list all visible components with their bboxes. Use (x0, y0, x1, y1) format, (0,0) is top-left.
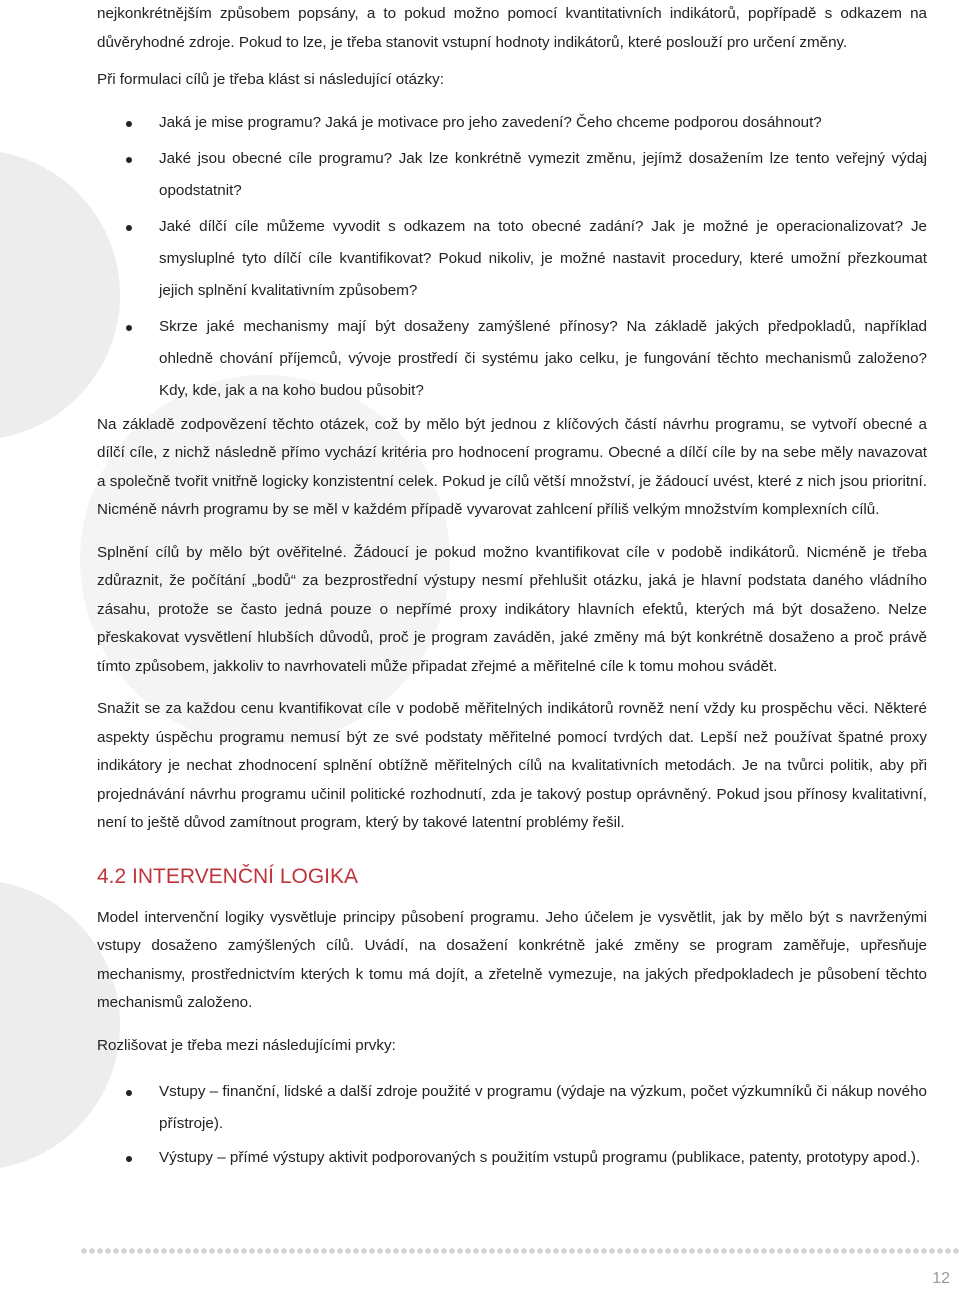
list-item: Jaké dílčí cíle můžeme vyvodit s odkazem na toto obecné zadání? Jak je možné je operacionalizovat? Je smysluplné tyto dílčí cíle kvantifikovat? Pokud nikoliv, je možné nastavit procedury, které umožní přezkoumat jejich splnění kvalitativním způsobem? (97, 211, 927, 307)
bullet-icon (126, 325, 132, 331)
list-item: Výstupy – přímé výstupy aktivit podporovaných s použitím vstupů programu (publikace, patenty, prototypy apod.). (97, 1142, 927, 1174)
questions-intro: Při formulaci cílů je třeba klást si následující otázky: (97, 71, 444, 88)
bullet-icon (126, 1156, 132, 1162)
page-number: 12 (932, 1270, 950, 1287)
bullet-icon (126, 1090, 132, 1096)
bullet-icon (126, 121, 132, 127)
list-item: Jaká je mise programu? Jaká je motivace pro jeho zavedení? Čeho chceme podporou dosáhnout? (97, 107, 927, 139)
list-item: Vstupy – finanční, lidské a další zdroje použité v programu (výdaje na výzkum, počet výzkumníků či nákup nového přístroje). (97, 1076, 927, 1140)
questions-list (97, 107, 927, 407)
body-paragraph: Snažit se za každou cenu kvantifikovat cíle v podobě měřitelných indikátorů rovněž není vždy ku prospěchu věci. Některé aspekty úspěchu programu nemusí být ze své podstaty měřitelné pomocí tvrdých dat. Lepší než používat špatné proxy indikátory je nechat zhodnocení splnění obtížně měřitelných cílů na kvalitativních metodách. Je na tvůrci politik, aby při projednávání návrhu programu učinil politické rozhodnutí, zda je takový postup oprávněný. Pokud jsou přínosy kvalitativní, není to ještě důvod zamítnout program, který by takové latentní problémy řešil. (97, 700, 927, 831)
page-content (97, 0, 927, 1176)
section-heading: 4.2 INTERVENČNÍ LOGIKA (97, 864, 359, 888)
body-paragraph: Na základě zodpovězení těchto otázek, což by mělo být jednou z klíčových částí návrhu programu, se vytvoří obecné a dílčí cíle, z nichž následně přímo vychází kritéria pro hodnocení programu. Obecné a dílčí cíle by na sebe měly navazovat a společně tvořit vnitřně logicky konzistentní celek. Pokud je cílů větší množství, je žádoucí uvést, které z nich jsou prioritní. Nicméně návrh programu by se měl v každém případě vyvarovat zahlcení příliš velkým množstvím komplexních cílů. (97, 415, 927, 518)
section-paragraph: Model intervenční logiky vysvětluje principy působení programu. Jeho účelem je vysvětlit, jak by mělo být s navrženými vstupy dosaženo zamýšlených cílů. Uvádí, na dosažení konkrétně jaké změny se program zaměřuje, upřesňuje mechanismy, prostřednictvím kterých k tomu má dojít, a zřetelně vymezuje, na jakých předpokladech je působení těchto mechanismů založeno. (97, 908, 927, 1011)
elements-list (97, 1076, 927, 1174)
body-paragraph: Splnění cílů by mělo být ověřitelné. Žádoucí je pokud možno kvantifikovat cíle v podobě indikátorů. Nicméně je třeba zdůraznit, že počítání „bodů“ za bezprostřední výstupy nesmí přehlušit otázku, jaká je hlavní podstata daného vládního zásahu, protože se často jedná pouze o nepřímé proxy indikátory hlavních efektů, kterých má být dosaženo. Nelze přeskakovat vysvětlení hlubších důvodů, proč je program zaváděn, jaké změny má být konkrétně dosaženo a proč právě tímto způsobem, jakkoliv to navrhovateli může připadat zřejmé a měřitelné cíle k tomu mohou svádět. (97, 543, 927, 675)
bullet-icon (126, 225, 132, 231)
bullet-icon (126, 157, 132, 163)
intro-continuation-paragraph: nejkonkrétnějším způsobem popsány, a to pokud možno pomocí kvantitativních indikátorů, popřípadě s odkazem na důvěryhodné zdroje. Pokud to lze, je třeba stanovit vstupní hodnoty indikátorů, které poslouží pro určení změny. (97, 5, 927, 51)
list-item: Skrze jaké mechanismy mají být dosaženy zamýšlené přínosy? Na základě jakých předpokladů, například ohledně chování příjemců, vývoje prostředí či systému jako celku, je fungování těchto mechanismů založeno? Kdy, kde, jak a na koho budou působit? (97, 311, 927, 407)
footer-dotted-divider (80, 1247, 960, 1255)
list-item: Jaké jsou obecné cíle programu? Jak lze konkrétně vymezit změnu, jejímž dosažením lze tento veřejný výdaj opodstatnit? (97, 143, 927, 207)
elements-intro: Rozlišovat je třeba mezi následujícími prvky: (97, 1036, 396, 1054)
